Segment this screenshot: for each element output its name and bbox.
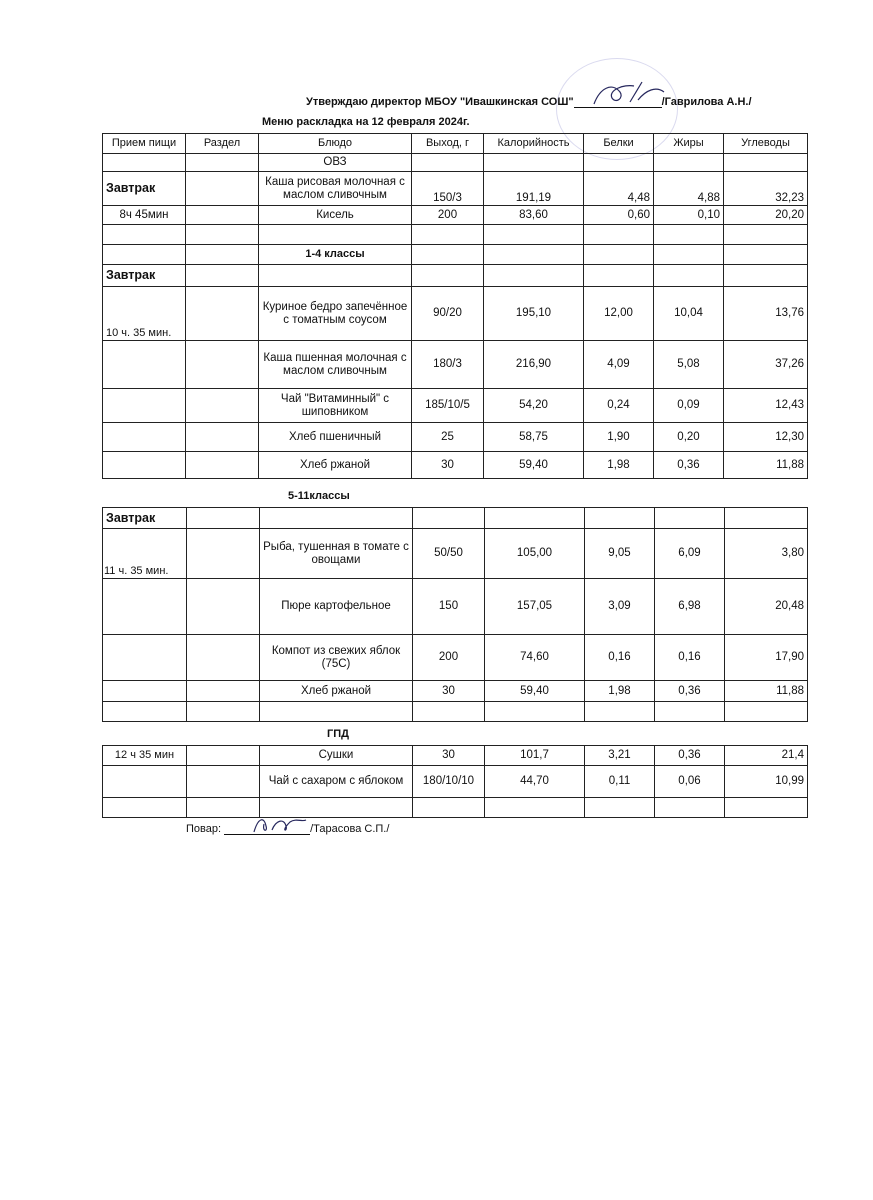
table-row: [103, 746, 808, 766]
approval-text: Утверждаю директор МБОУ "Ивашкинская СОШ": [306, 96, 574, 108]
table-row: [103, 423, 808, 452]
meal-label: Завтрак: [103, 172, 186, 206]
col-header: Жиры: [654, 134, 724, 154]
dish-fat: 0,36: [654, 452, 724, 479]
dish-output: 30: [413, 746, 485, 766]
dish-fat: 0,06: [655, 766, 725, 798]
dish-fat: 0,16: [655, 635, 725, 681]
dish-output: 30: [413, 681, 485, 702]
dish-output: 90/20: [412, 287, 484, 341]
dish-protein: 9,05: [585, 529, 655, 579]
dish-protein: 0,11: [585, 766, 655, 798]
col-header: Калорийность: [484, 134, 584, 154]
dish-carbs: 10,99: [725, 766, 808, 798]
approval-name: /Гаврилова А.Н./: [661, 96, 752, 108]
dish-carbs: 11,88: [725, 681, 808, 702]
dish-output: 25: [412, 423, 484, 452]
dish-carbs: 32,23: [724, 172, 808, 206]
meal-time: 11 ч. 35 мин.: [103, 529, 187, 579]
dish-protein: 0,24: [584, 389, 654, 423]
meal-label: Завтрак: [103, 508, 187, 529]
dish-protein: 4,09: [584, 341, 654, 389]
section-label-5-11: 5-11классы: [288, 490, 350, 502]
section-row: [103, 245, 808, 265]
table-row: [103, 508, 808, 529]
section-label-ovz: ОВЗ: [259, 154, 412, 172]
dish-name: Каша пшенная молочная с маслом сливочным: [259, 341, 412, 389]
table-row: [103, 579, 808, 635]
table-row: [103, 529, 808, 579]
col-header: Блюдо: [259, 134, 412, 154]
dish-output: 180/3: [412, 341, 484, 389]
dish-output: 200: [413, 635, 485, 681]
col-header: Раздел: [186, 134, 259, 154]
dish-name: Сушки: [260, 746, 413, 766]
dish-name: Чай с сахаром с яблоком: [260, 766, 413, 798]
dish-protein: 1,98: [584, 452, 654, 479]
cook-signature: [250, 812, 310, 836]
dish-kcal: 216,90: [484, 341, 584, 389]
dish-carbs: 17,90: [725, 635, 808, 681]
table-row: [103, 766, 808, 798]
meal-time: 8ч 45мин: [103, 206, 186, 225]
dish-carbs: 13,76: [724, 287, 808, 341]
dish-output: 150/3: [412, 172, 484, 206]
dish-kcal: 54,20: [484, 389, 584, 423]
dish-carbs: 3,80: [725, 529, 808, 579]
menu-title: Меню раскладка на 12 февраля 2024г.: [262, 116, 470, 128]
table-row: [103, 452, 808, 479]
section-label-gpd: ГПД: [327, 728, 349, 740]
dish-fat: 10,04: [654, 287, 724, 341]
empty-row: [103, 702, 808, 722]
empty-row: [103, 798, 808, 818]
dish-carbs: 11,88: [724, 452, 808, 479]
dish-kcal: 74,60: [485, 635, 585, 681]
table-row: [103, 206, 808, 225]
dish-protein: 4,48: [584, 172, 654, 206]
dish-carbs: 20,48: [725, 579, 808, 635]
dish-output: 200: [412, 206, 484, 225]
meal-time: 10 ч. 35 мин.: [103, 287, 186, 341]
director-signature: [590, 78, 670, 110]
dish-fat: 0,20: [654, 423, 724, 452]
table-row: [103, 265, 808, 287]
dish-carbs: 12,30: [724, 423, 808, 452]
dish-carbs: 21,4: [725, 746, 808, 766]
dish-protein: 0,16: [585, 635, 655, 681]
dish-name: Кисель: [259, 206, 412, 225]
dish-fat: 0,36: [655, 746, 725, 766]
dish-kcal: 105,00: [485, 529, 585, 579]
dish-kcal: 83,60: [484, 206, 584, 225]
dish-fat: 5,08: [654, 341, 724, 389]
dish-carbs: 20,20: [724, 206, 808, 225]
dish-kcal: 157,05: [485, 579, 585, 635]
table-row: [103, 681, 808, 702]
table-row: [103, 287, 808, 341]
dish-protein: 1,98: [585, 681, 655, 702]
dish-fat: 0,36: [655, 681, 725, 702]
dish-kcal: 58,75: [484, 423, 584, 452]
dish-kcal: 44,70: [485, 766, 585, 798]
cook-label: Повар:: [186, 823, 222, 835]
menu-table: [102, 133, 808, 479]
table-row: [103, 172, 808, 206]
section-row: [103, 154, 808, 172]
meal-time: 12 ч 35 мин: [103, 746, 187, 766]
dish-fat: 6,09: [655, 529, 725, 579]
dish-protein: 1,90: [584, 423, 654, 452]
dish-kcal: 195,10: [484, 287, 584, 341]
dish-output: 150: [413, 579, 485, 635]
header-row: [103, 134, 808, 154]
col-header: Углеводы: [724, 134, 808, 154]
dish-kcal: 191,19: [484, 172, 584, 206]
dish-protein: 3,09: [585, 579, 655, 635]
dish-name: Чай "Витаминный" с шиповником: [259, 389, 412, 423]
dish-output: 30: [412, 452, 484, 479]
approval-line: [306, 95, 752, 108]
col-header: Выход, г: [412, 134, 484, 154]
dish-fat: 6,98: [655, 579, 725, 635]
dish-fat: 0,09: [654, 389, 724, 423]
cook-name: /Тарасова С.П./: [310, 823, 390, 835]
dish-carbs: 37,26: [724, 341, 808, 389]
dish-fat: 0,10: [654, 206, 724, 225]
table-row: [103, 635, 808, 681]
menu-table-5-11: [102, 507, 808, 722]
dish-protein: 0,60: [584, 206, 654, 225]
dish-name: Куриное бедро запечённое с томатным соусом: [259, 287, 412, 341]
meal-label: Завтрак: [103, 265, 186, 287]
empty-row: [103, 225, 808, 245]
dish-protein: 12,00: [584, 287, 654, 341]
dish-name: Хлеб пшеничный: [259, 423, 412, 452]
section-label-1-4: 1-4 классы: [259, 245, 412, 265]
dish-output: 185/10/5: [412, 389, 484, 423]
dish-kcal: 59,40: [484, 452, 584, 479]
dish-output: 180/10/10: [413, 766, 485, 798]
dish-name: Компот из свежих яблок (75С): [260, 635, 413, 681]
dish-name: Хлеб ржаной: [259, 452, 412, 479]
table-row: [103, 341, 808, 389]
dish-protein: 3,21: [585, 746, 655, 766]
col-header: Прием пищи: [103, 134, 186, 154]
dish-name: Каша рисовая молочная с маслом сливочным: [259, 172, 412, 206]
dish-kcal: 101,7: [485, 746, 585, 766]
col-header: Белки: [584, 134, 654, 154]
dish-name: Хлеб ржаной: [260, 681, 413, 702]
dish-fat: 4,88: [654, 172, 724, 206]
dish-kcal: 59,40: [485, 681, 585, 702]
dish-output: 50/50: [413, 529, 485, 579]
dish-name: Пюре картофельное: [260, 579, 413, 635]
menu-table-gpd: [102, 745, 808, 818]
dish-name: Рыба, тушенная в томате с овощами: [260, 529, 413, 579]
table-row: [103, 389, 808, 423]
dish-carbs: 12,43: [724, 389, 808, 423]
